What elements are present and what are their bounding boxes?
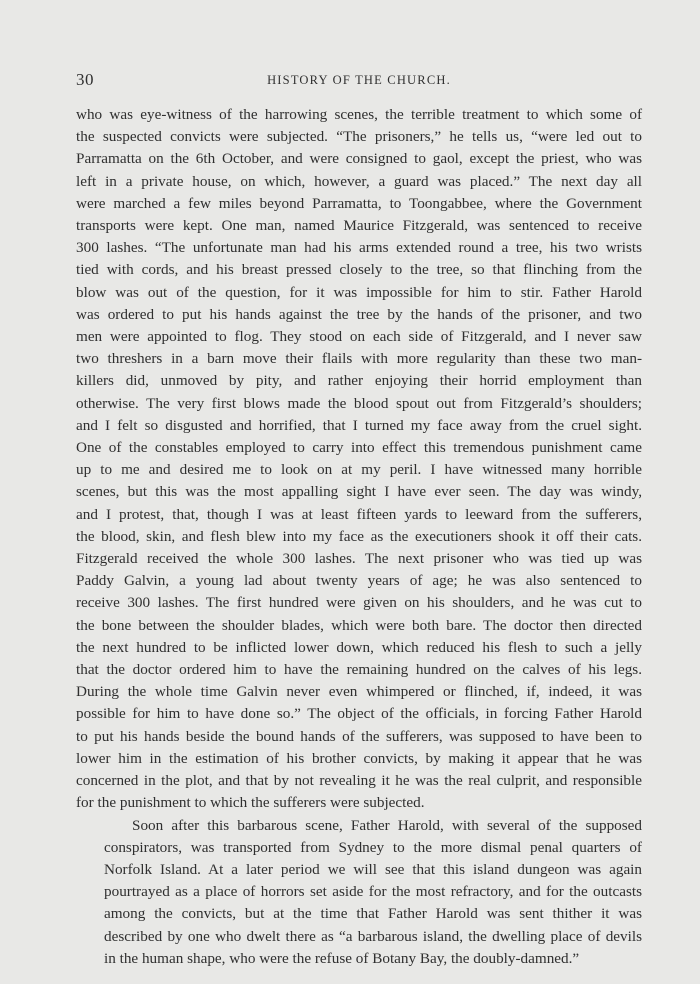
text-line: and I protest, that, though I was at least fifteen yards to leeward from the sufferers,: [76, 505, 642, 523]
text-line: were marched a few miles beyond Parramatta, to Toongabbee, where the Government: [76, 194, 642, 212]
text-line: 300 lashes. “The unfortunate man had his arms extended round a tree, his two wrists: [76, 239, 642, 257]
text-line: conspirators, was transported from Sydney to the more dismal penal quarters of: [104, 838, 642, 856]
text-line: described by one who dwelt there as “a barbarous island, the dwelling place of devils: [104, 927, 642, 945]
text-line: and I felt so disgusted and horrified, that I turned my face away from the cruel sight.: [76, 416, 642, 434]
text-line: Norfolk Island. At a later period we will see that this island dungeon was again: [104, 860, 642, 878]
text-line: Paddy Galvin, a young lad about twenty years of age; he was also sentenced to: [76, 572, 642, 590]
body-text: [76, 104, 642, 970]
text-line: During the whole time Galvin never even whimpered or flinched, if, indeed, it was: [76, 683, 642, 701]
text-line: scenes, but this was the most appalling sight I have ever seen. The day was windy,: [76, 483, 642, 501]
text-line: Parramatta on the 6th October, and were consigned to gaol, except the priest, who was: [76, 150, 642, 168]
text-line: concerned in the plot, and that by not revealing it he was the real culprit, and responsible: [76, 772, 642, 790]
text-line: was ordered to put his hands against the tree by the hands of the prisoner, and two: [76, 305, 642, 323]
text-line: tied with cords, and his breast pressed closely to the tree, so that flinching from the: [76, 261, 642, 279]
text-line: receive 300 lashes. The first hundred were given on his shoulders, and he was cut to: [76, 594, 642, 612]
text-line: up to me and desired me to look on at my peril. I have witnessed many horrible: [76, 461, 642, 479]
text-line: the next hundred to be inflicted lower down, which reduced his flesh to such a jelly: [76, 638, 642, 656]
text-line: for the punishment to which the sufferers were subjected.: [76, 794, 425, 812]
text-line: Fitzgerald received the whole 300 lashes. The next prisoner who was tied up was: [76, 550, 642, 568]
text-line: One of the constables employed to carry into effect this tremendous punishment came: [76, 439, 642, 457]
text-line: two threshers in a barn move their flails with more regularity than these two man-: [76, 350, 642, 368]
text-line: pourtrayed as a place of horrors set aside for the most refractory, and for the outcasts: [104, 883, 642, 901]
text-line: killers did, unmoved by pity, and rather enjoying their horrid employment than: [76, 372, 642, 390]
text-line: the blood, skin, and flesh blew into my face as the executioners shook it off their cats.: [76, 527, 642, 545]
text-line: left in a private house, on which, however, a guard was placed.” The next day all: [76, 172, 642, 190]
text-line: among the convicts, but at the time that Father Harold was sent thither it was: [104, 905, 642, 923]
text-line: men were appointed to flog. They stood on each side of Fitzgerald, and I never saw: [76, 328, 642, 346]
text-line: otherwise. The very first blows made the blood spout out from Fitzgerald’s shoulders;: [76, 394, 642, 412]
text-line: Soon after this barbarous scene, Father Harold, with several of the supposed: [132, 816, 642, 834]
text-line: transports were kept. One man, named Maurice Fitzgerald, was sentenced to receive: [76, 217, 642, 235]
text-line: the suspected convicts were subjected. “The prisoners,” he tells us, “were led out to: [76, 128, 642, 146]
page-header: [76, 70, 642, 90]
text-line: to put his hands beside the bound hands of the sufferers, was supposed to have been to: [76, 727, 642, 745]
text-line: in the human shape, who were the refuse of Botany Bay, the doubly-damned.”: [104, 949, 580, 967]
paragraph-1: [76, 104, 642, 815]
paragraph-2: [76, 815, 642, 970]
text-line: the bone between the shoulder blades, which were both bare. The doctor then directed: [76, 616, 642, 634]
running-head: HISTORY OF THE CHURCH.: [267, 73, 451, 87]
text-line: that the doctor ordered him to have the remaining hundred on the calves of his legs.: [76, 661, 642, 679]
text-line: lower him in the estimation of his brother convicts, by making it appear that he was: [76, 749, 642, 767]
text-line: blow was out of the question, for it was impossible for him to stir. Father Harold: [76, 283, 642, 301]
text-line: possible for him to have done so.” The object of the officials, in forcing Father Harold: [76, 705, 642, 723]
text-line: who was eye-witness of the harrowing scenes, the terrible treatment to which some of: [76, 106, 642, 123]
page-number: 30: [76, 70, 94, 89]
